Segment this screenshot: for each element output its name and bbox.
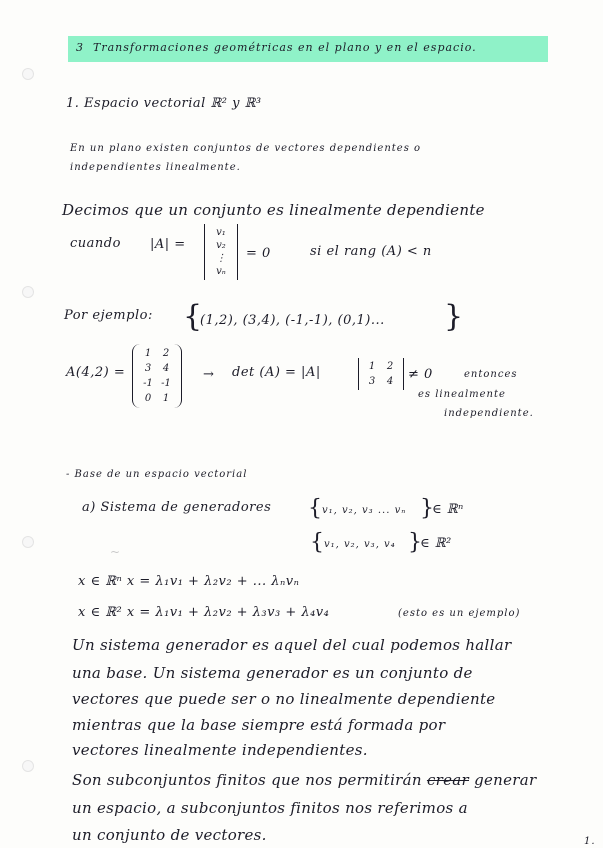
vector-entry: ⋮: [216, 253, 226, 264]
vector-entry: v₁: [216, 227, 226, 238]
matrix-cell: 1: [144, 348, 152, 359]
example-set: (1,2), (3,4), (-1,-1), (0,1)...: [200, 313, 385, 328]
definition-cuando: cuando: [70, 236, 121, 251]
conclusion-2: es linealmente: [418, 389, 506, 400]
combination-2: x ∈ ℝ² x = λ₁v₁ + λ₂v₂ + λ₃v₃ + λ₄v₄: [78, 605, 330, 620]
matrix-cell: -1: [161, 378, 171, 389]
title-number: 3: [76, 41, 84, 54]
close-brace: }: [444, 299, 464, 334]
det-label: det (A) = |A|: [232, 365, 321, 380]
matrix-label: A(4,2) =: [66, 365, 126, 380]
base-in-r2: ∈ ℝ²: [420, 536, 452, 551]
paragraph-line: [72, 771, 536, 789]
vector-entry: v₂: [216, 240, 226, 251]
paragraph-line: un espacio, a subconjuntos finitos nos referimos a: [72, 799, 468, 817]
open-brace: {: [308, 496, 322, 521]
open-brace: {: [310, 530, 324, 555]
faint-show-through: ~: [110, 545, 121, 559]
open-brace: {: [183, 299, 203, 334]
punch-hole: [22, 68, 34, 80]
conclusion-3: independiente.: [444, 408, 534, 419]
matrix-cell: 2: [162, 348, 170, 359]
base-in-rn: ∈ ℝⁿ: [432, 502, 464, 517]
title-text: Transformaciones geométricas en el plano y en el espacio.: [93, 41, 477, 54]
paragraph-line: un conjunto de vectores.: [72, 826, 267, 844]
definition-line: Decimos que un conjunto es linealmente dependiente: [62, 201, 485, 219]
base-set-n: v₁, v₂, v₃ ... vₙ: [322, 505, 407, 516]
paragraph-line: mientras que la base siempre está formada por: [72, 716, 446, 734]
definition-absA: |A| =: [150, 237, 186, 252]
minor-cell: 4: [386, 376, 394, 387]
crossed-out-word: crear: [426, 771, 469, 789]
close-brace: }: [420, 496, 434, 521]
punch-hole: [22, 760, 34, 772]
matrix-cell: 4: [162, 363, 170, 374]
vector-determinant: [204, 224, 238, 280]
neq-zero: ≠ 0: [408, 367, 433, 382]
conclusion-1: entonces: [464, 369, 518, 380]
section-heading: [66, 96, 262, 111]
page-number: 1.: [584, 836, 596, 847]
paragraph-fragment: Son subconjuntos finitos que nos permitirán: [72, 771, 422, 789]
intro-line-1: En un plano existen conjuntos de vectores dependientes o: [70, 143, 422, 154]
minor-cell: 1: [368, 361, 376, 372]
combination-2-note: (esto es un ejemplo): [398, 608, 521, 619]
example-label: Por ejemplo:: [64, 308, 153, 323]
section-number: 1.: [66, 96, 80, 111]
minor-cell: 3: [368, 376, 376, 387]
matrix-cell: 0: [144, 393, 152, 404]
base-set-4: v₁, v₂, v₃, v₄: [324, 539, 396, 550]
minor-cell: 2: [386, 361, 394, 372]
punch-hole: [22, 536, 34, 548]
paragraph-line: vectores que puede ser o no linealmente dependiente: [72, 690, 496, 708]
definition-condition: si el rang (A) < n: [310, 244, 432, 259]
matrix-cell: 1: [162, 393, 170, 404]
page-title: [76, 41, 477, 54]
arrow: →: [203, 367, 215, 382]
definition-equals-zero: = 0: [246, 246, 271, 261]
punch-hole: [22, 286, 34, 298]
matrix-cell: -1: [143, 378, 153, 389]
matrix-cell: 3: [144, 363, 152, 374]
section-heading-text: Espacio vectorial ℝ² y ℝ³: [84, 96, 262, 111]
minor-determinant: [358, 358, 404, 390]
combination-1: x ∈ ℝⁿ x = λ₁v₁ + λ₂v₂ + ... λₙvₙ: [78, 574, 300, 589]
intro-line-2: independientes linealmente.: [70, 162, 241, 173]
paragraph-line: Un sistema generador es aquel del cual podemos hallar: [72, 636, 512, 654]
matrix-A: [132, 344, 182, 408]
paragraph-line: una base. Un sistema generador es un conjunto de: [72, 664, 473, 682]
base-heading: - Base de un espacio vectorial: [66, 469, 248, 480]
vector-entry: vₙ: [216, 266, 226, 277]
paragraph-fragment: generar: [474, 771, 537, 789]
close-brace: }: [408, 530, 422, 555]
base-a-label: a) Sistema de generadores: [82, 500, 272, 515]
paragraph-line: vectores linealmente independientes.: [72, 741, 368, 759]
